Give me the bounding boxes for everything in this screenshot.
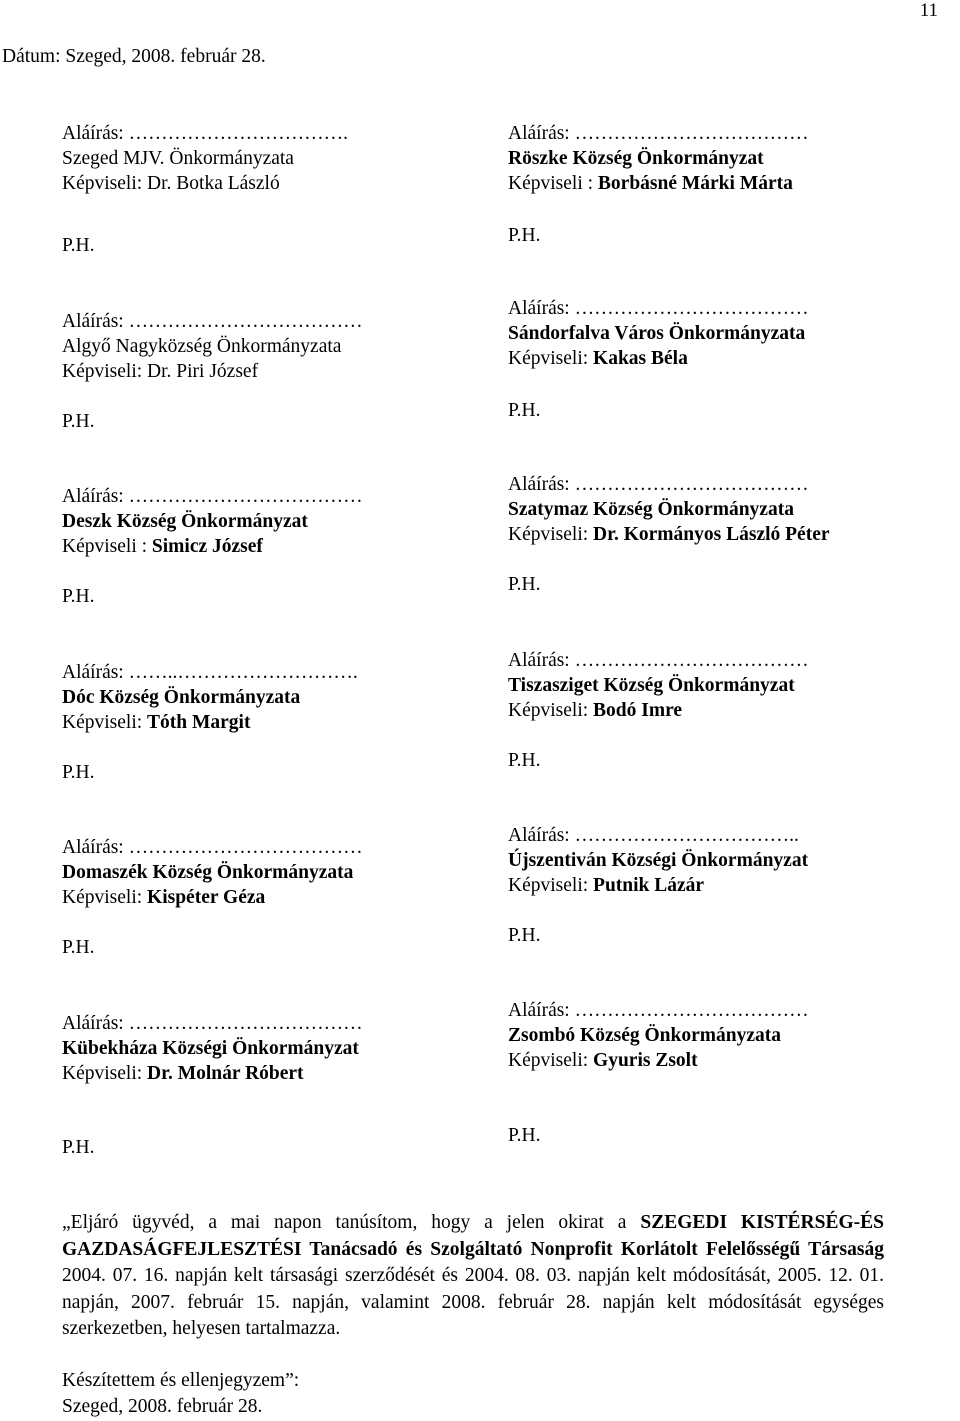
signature-line: Aláírás: ……………………………… [508, 474, 809, 495]
seal-placeholder: P.H. [508, 225, 541, 246]
prepared-date-line: Szeged, 2008. február 28. [62, 1396, 263, 1417]
representative-line [508, 873, 808, 898]
representative-line [62, 171, 348, 196]
seal-placeholder: P.H. [508, 574, 541, 595]
signature-line: Aláírás: ……………………………… [508, 1000, 809, 1021]
organization-name: Algyő Nagyközség Önkormányzata [62, 336, 342, 357]
seal-placeholder: P.H. [62, 937, 95, 958]
representative-name: Tóth Margit [147, 712, 251, 733]
seal-placeholder: P.H. [508, 1125, 541, 1146]
organization-name: Szatymaz Község Önkormányzata [508, 499, 794, 520]
signature-block-deszk [62, 484, 363, 607]
representative-label: Képviseli : [62, 536, 152, 557]
signature-block-sandorfalva [508, 296, 809, 421]
representative-line [62, 534, 363, 559]
representative-line [62, 885, 363, 910]
representative-line [62, 1061, 363, 1086]
organization-name: Tiszasziget Község Önkormányzat [508, 675, 795, 696]
signature-line: Aláírás: ……………………………… [508, 123, 809, 144]
company-name: SZEGEDI KISTÉRSÉG-ÉS GAZDASÁGFEJLESZTÉSI Tanácsadó és Szolgáltató Nonprofit Korlátolt Felelősségű Társaság [62, 1212, 884, 1260]
representative-name: Dr. Botka László [147, 173, 280, 194]
seal-placeholder: P.H. [508, 750, 541, 771]
signature-line: Aláírás: …………………………….. [508, 825, 799, 846]
signature-line: Aláírás: ……………………………. [62, 123, 348, 144]
representative-line [62, 710, 358, 735]
organization-name: Sándorfalva Város Önkormányzata [508, 323, 806, 344]
signature-line: Aláírás: ……………………………… [62, 1013, 363, 1034]
page-number: 11 [919, 0, 938, 21]
representative-label: Képviseli: [62, 361, 148, 382]
representative-name: Dr. Piri József [147, 361, 259, 382]
signature-line: Aláírás: ……………………………… [508, 298, 809, 319]
representative-label: Képviseli: [508, 348, 594, 369]
organization-name: Kübekháza Községi Önkormányzat [62, 1038, 359, 1059]
signature-block-algyo [62, 309, 363, 432]
statement-text-end: 2004. 07. 16. napján kelt társasági szerződését és 2004. 08. 03. napján kelt módosítását, 2005. 12. 01. napján, 2007. február 15. napján, valamint 2008. február 28. napján kelt módosítását egységes szerkezetben, helyesen tartalmazza. [62, 1265, 884, 1339]
representative-line [508, 522, 830, 547]
representative-name: Bodó Imre [593, 700, 683, 721]
seal-placeholder: P.H. [62, 411, 95, 432]
signature-block-tiszasziget [508, 648, 809, 771]
representative-name: Borbásné Márki Márta [597, 173, 793, 194]
representative-line [508, 698, 809, 723]
representative-label: Képviseli : [508, 173, 598, 194]
representative-name: Dr. Kormányos László Péter [593, 524, 830, 545]
signature-line: Aláírás: ……………………………… [62, 837, 363, 858]
organization-name: Röszke Község Önkormányzat [508, 148, 764, 169]
representative-name: Kakas Béla [593, 348, 688, 369]
seal-placeholder: P.H. [508, 925, 541, 946]
seal-placeholder: P.H. [508, 400, 541, 421]
representative-name: Dr. Molnár Róbert [147, 1063, 304, 1084]
representative-label: Képviseli: [62, 173, 148, 194]
representative-label: Képviseli: [62, 1063, 148, 1084]
signature-block-roszke [508, 121, 809, 246]
signature-block-kubekhaza [62, 1011, 363, 1158]
seal-placeholder: P.H. [62, 762, 95, 783]
signature-block-zsombo [508, 998, 809, 1146]
signature-line: Aláírás: ……..………………………. [62, 662, 358, 683]
representative-label: Képviseli: [508, 1050, 594, 1071]
representative-label: Képviseli: [508, 875, 594, 896]
representative-name: Simicz József [151, 536, 263, 557]
organization-name: Deszk Község Önkormányzat [62, 511, 308, 532]
prepared-by-section [62, 1368, 299, 1420]
signature-line: Aláírás: ……………………………… [62, 311, 363, 332]
seal-placeholder: P.H. [62, 1137, 95, 1158]
representative-label: Képviseli: [508, 700, 594, 721]
attorney-certification-statement [62, 1210, 884, 1343]
organization-name: Szeged MJV. Önkormányzata [62, 148, 294, 169]
representative-name: Kispéter Géza [147, 887, 266, 908]
document-date: Dátum: Szeged, 2008. február 28. [2, 46, 266, 67]
representative-name: Putnik Lázár [593, 875, 705, 896]
signature-block-ujszentivan [508, 823, 809, 946]
representative-line [508, 346, 809, 371]
organization-name: Újszentiván Községi Önkormányzat [508, 850, 809, 871]
seal-placeholder: P.H. [62, 235, 95, 256]
organization-name: Zsombó Község Önkormányzata [508, 1025, 781, 1046]
signature-line: Aláírás: ……………………………… [62, 486, 363, 507]
signature-block-doc [62, 660, 358, 783]
seal-placeholder: P.H. [62, 586, 95, 607]
representative-label: Képviseli: [62, 712, 148, 733]
organization-name: Domaszék Község Önkormányzata [62, 862, 354, 883]
signature-block-szatymaz [508, 472, 830, 595]
signature-line: Aláírás: ……………………………… [508, 650, 809, 671]
signature-block-szeged [62, 121, 348, 256]
representative-line [62, 359, 363, 384]
representative-line [508, 171, 809, 196]
statement-text-start: „Eljáró ügyvéd, a mai napon tanúsítom, hogy a jelen okirat a [62, 1212, 641, 1233]
representative-label: Képviseli: [508, 524, 594, 545]
representative-label: Képviseli: [62, 887, 148, 908]
prepared-by-line: Készítettem és ellenjegyzem”: [62, 1370, 300, 1391]
signature-block-domaszek [62, 835, 363, 958]
organization-name: Dóc Község Önkormányzata [62, 687, 301, 708]
representative-name: Gyuris Zsolt [593, 1050, 698, 1071]
representative-line [508, 1048, 809, 1073]
